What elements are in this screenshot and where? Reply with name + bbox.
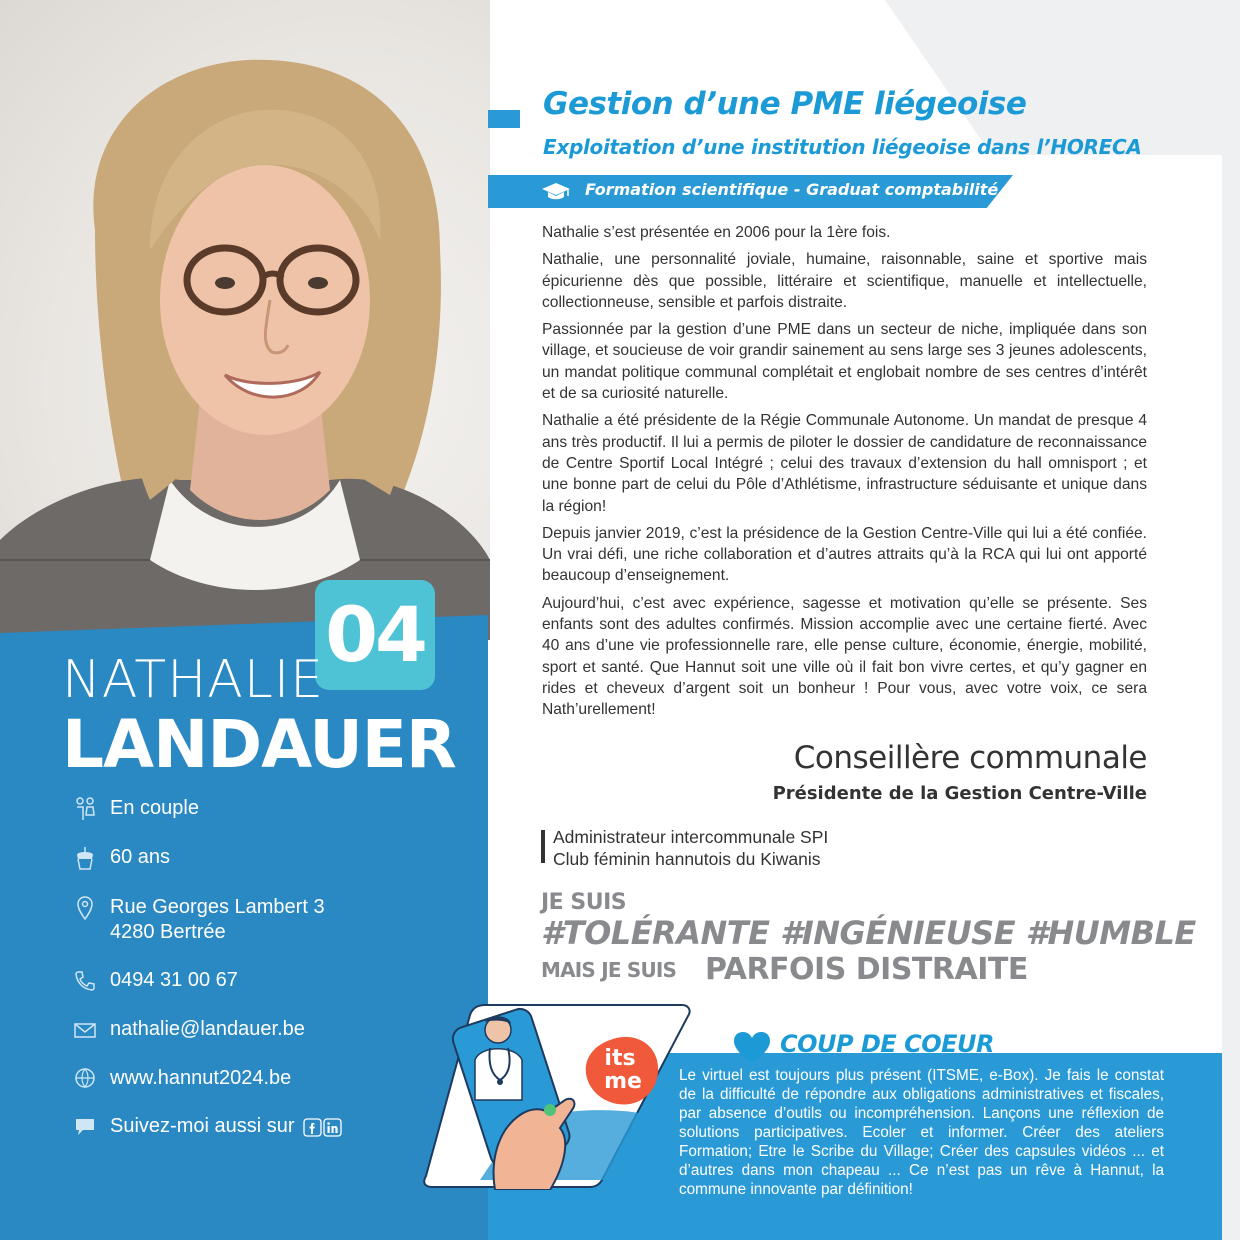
facebook-icon[interactable]: [304, 1119, 321, 1136]
mandate-item: Club féminin hannutois du Kiwanis: [553, 849, 821, 869]
traits-hashtags: #TOLÉRANTE #INGÉNIEUSE #HUMBLE: [541, 914, 1196, 952]
social-label: Suivez-moi aussi sur: [110, 1115, 295, 1137]
address-line1: Rue Georges Lambert 3: [110, 896, 325, 918]
social-icons: [303, 1118, 343, 1138]
candidate-portrait: [0, 0, 490, 640]
headline-title: Gestion d’une PME liégeoise: [543, 86, 1027, 122]
envelope-icon: [72, 1017, 98, 1043]
mandate-item: Administrateur intercommunale SPI: [553, 827, 829, 847]
info-status: [72, 796, 199, 822]
couple-icon: [72, 796, 98, 822]
info-social: [72, 1114, 343, 1140]
speech-bubble-icon: [72, 1114, 98, 1140]
headline-subtitle: Exploitation d’une institution liégeoise dans l’HORECA: [543, 135, 1142, 159]
candidate-first-name: NATHALIE: [62, 650, 325, 710]
info-age: [72, 845, 170, 871]
traits-intro: JE SUIS: [541, 890, 627, 915]
header-accent-mark: [488, 110, 520, 128]
role-title: Conseillère communale: [793, 740, 1147, 776]
info-address: [72, 895, 325, 945]
age-text: 60 ans: [110, 846, 171, 868]
bio-paragraph: Passionnée par la gestion d’une PME dans un secteur de niche, impliquée dans son village, et soucieuse de voir grandir sainement au sens large ses 3 jeunes adolescents, un mandat politique communal complétait et englobait nombre de ses centres d’intérêt et de sa curiosité naturelle.: [542, 321, 1147, 403]
background-right-strip: [1222, 0, 1240, 1240]
formation-text: Formation scientifique - Graduat comptabilité: [585, 180, 999, 199]
candidate-last-name: LANDAUER: [62, 706, 456, 783]
birthday-cake-icon: [72, 845, 98, 871]
address-text: [110, 895, 325, 945]
heart-icon: [732, 1030, 772, 1066]
mandates-list: [553, 826, 828, 870]
website-link[interactable]: www.hannut2024.be: [110, 1067, 292, 1089]
bio-paragraph: Nathalie a été présidente de la Régie Communale Autonome. Un mandat de presque 4 ans très productif. Il lui a permis de piloter le dossier de candidature de reconnaissance de Centre Sportif Local Intégré ; celui des travaux d’extension du hall omnisport ; et une bonne part de celui du Pôle d’Athlétisme, infrastructure séduisante et unique dans la région!: [542, 412, 1147, 515]
role-subtitle: Présidente de la Gestion Centre-Ville: [772, 783, 1147, 804]
address-line2: 4280 Bertrée: [110, 921, 226, 943]
globe-icon: [72, 1066, 98, 1092]
bio-paragraph: Aujourd’hui, c’est avec expérience, sagesse et motivation qu’elle se présente. Ses enfants sont des adultes confirmés. Mission accomplie avec une certaine fierté. Avec 40 ans d’une vie professionnelle rare, elle pense culture, économie, énergie, mobilité, sport et santé. Que Hannut soit une ville où il fait bon vivre certes, et qu’y gagner en rides et cheveux d’argent soit un bonheur ! Pour vous, avec votre voix, ce sera Nath’urellement!: [542, 594, 1147, 719]
traits-mais-label: MAIS JE SUIS: [541, 958, 677, 982]
itsme-logo-me: me: [604, 1069, 642, 1094]
graduation-cap-icon: [540, 182, 572, 202]
bio-paragraph: Depuis janvier 2019, c’est la présidence de la Gestion Centre-Ville qui lui a été confiée. Un vrai défi, une riche collaboration et d’autres attraits qu’à la RCA qui lui ont apporté beaucoup d’enseignement.: [542, 524, 1147, 585]
bio-paragraph: Nathalie, une personnalité joviale, humaine, raisonnable, saine et sportive mais épicurienne dès que possible, littéraire et scientifique, manuelle et intellectuelle, collectionneuse, sensible et parfois distraite.: [542, 251, 1147, 311]
itsme-logo-its: its: [604, 1046, 636, 1071]
phone-icon: [72, 968, 98, 994]
digital-services-illustration: [420, 1000, 692, 1190]
linkedin-icon[interactable]: [324, 1119, 341, 1136]
background-grey-shape: [885, 0, 1240, 155]
email-link[interactable]: nathalie@landauer.be: [110, 1018, 305, 1040]
mandates-divider: [541, 830, 545, 863]
location-pin-icon: [72, 895, 98, 921]
biography: [542, 222, 1147, 727]
coup-de-coeur-text: Le virtuel est toujours plus présent (ITSME, e-Box). Je fais le constat de la difficulté de répondre aux obligations administratives et fiscales, par absence d’outils ou incompréhension. Lançons une réflexion de solutions participatives. Ecoler et informer. Créer des ateliers Formation; Etre le Scribe du Village; Créer des capsules vidéos ... et d’autres dans mon chapeau ... Ce n’est pas un rêve à Hannut, la commune innovante par définition!: [679, 1067, 1164, 1198]
info-website: [72, 1066, 291, 1092]
bio-paragraph: Nathalie s’est présentée en 2006 pour la 1ère fois.: [542, 224, 891, 241]
traits-mais-value: PARFOIS DISTRAITE: [705, 952, 1028, 987]
info-email: [72, 1017, 305, 1043]
info-phone: [72, 968, 238, 994]
coup-de-coeur-title: COUP DE COEUR: [780, 1030, 994, 1058]
candidate-number-badge: 04: [315, 580, 435, 690]
status-text: En couple: [110, 797, 199, 819]
phone-text[interactable]: 0494 31 00 67: [110, 969, 238, 991]
